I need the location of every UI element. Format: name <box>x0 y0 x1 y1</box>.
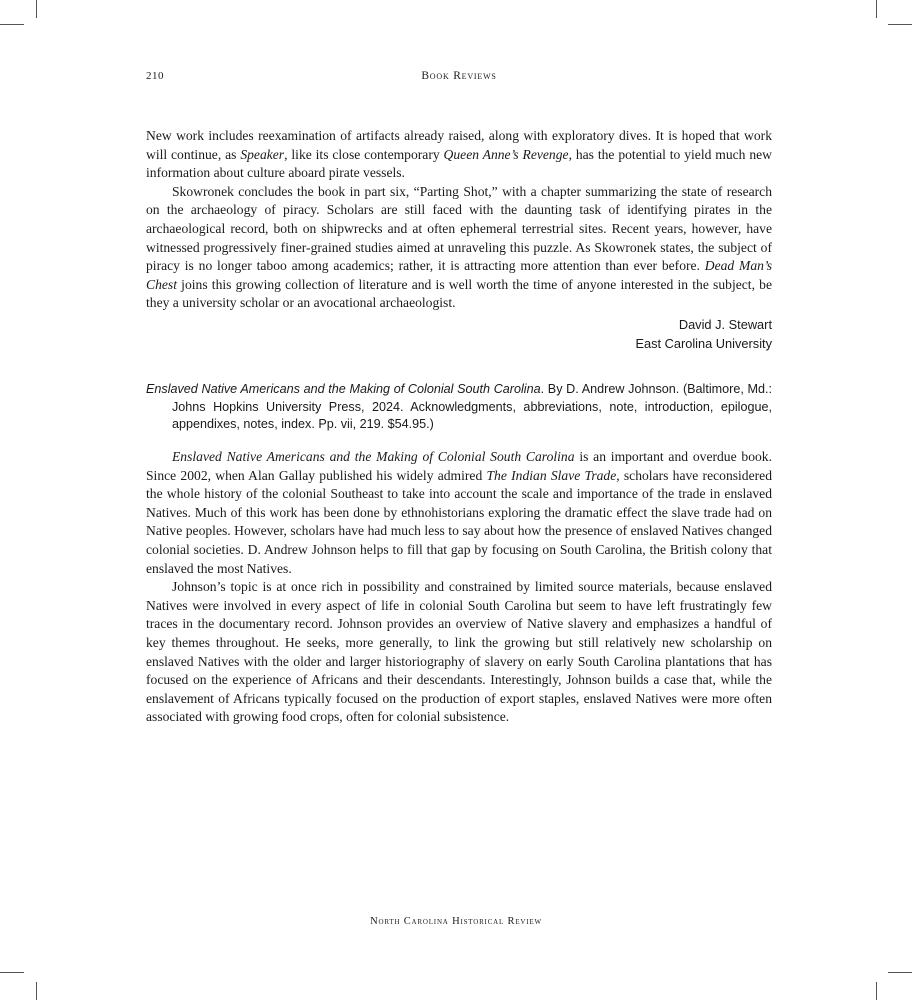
text-run: New work includes reexamination of artifacts already raised, along with exploratory dives. It is hoped that work will continue, as <box>146 128 772 162</box>
text-run: is an important and overdue book. Since 2002, when Alan Gallay published his widely admired <box>146 449 773 483</box>
italic-text: Queen Anne’s Revenge <box>443 146 569 162</box>
italic-text: Dead Man’s Chest <box>146 258 772 292</box>
crop-mark <box>876 0 877 18</box>
journal-footer: North Carolina Historical Review <box>370 916 542 927</box>
review-2 <box>146 448 772 727</box>
reviewer-signature <box>146 315 772 353</box>
crop-mark <box>36 0 37 18</box>
reviewer-name: David J. Stewart <box>678 316 772 332</box>
paragraph <box>146 578 772 727</box>
italic-text: Enslaved Native Americans and the Making of Colonial South Carolina <box>172 449 575 465</box>
text-run: Skowronek concludes the book in part six, “Parting Shot,” with a chapter summarizing the state of research on the archaeology of piracy. Scholars are still faced with the daunting task of identifying pirates in the archaeological record, both on shipwrecks and at often ephemeral terrestrial sites. Recent years, however, have witnessed progressively finer-grained studies aimed at unraveling this puzzle. As Skowronek states, the subject of piracy is no longer taboo among academics; rather, it is attracting more attention than ever before. <box>146 183 772 274</box>
page-header <box>146 70 772 90</box>
paragraph <box>146 127 772 183</box>
crop-mark <box>876 982 877 1000</box>
page-body <box>146 127 772 727</box>
paragraph <box>146 183 772 313</box>
text-run: , like its close contemporary <box>284 146 444 162</box>
italic-text: Speaker <box>240 146 285 162</box>
book-citation <box>146 381 772 434</box>
crop-mark <box>36 982 37 1000</box>
reviewer-affiliation: East Carolina University <box>635 335 772 351</box>
text-run: Johnson’s topic is at once rich in possibility and constrained by limited source materials, because enslaved Natives were involved in every aspect of life in colonial South Carolina but seem to have left frustratingly few traces in the documentary record. Johnson provides an overview of Native slavery and emphasizes a handful of key themes throughout. He seeks, more generally, to link the growing but still relatively new scholarship on enslaved Natives with the older and larger historiography of slavery on early South Carolina plantations that has focused on the experience of Africans and their descendants. Interestingly, Johnson builds a case that, while the enslavement of Africans typically focused on the production of export staples, enslaved Natives were more often associated with growing food crops, often for colonial subsistence. <box>146 579 772 725</box>
crop-mark <box>0 972 24 973</box>
crop-mark <box>888 24 912 25</box>
text-run: , scholars have reconsidered the whole history of the colonial Southeast to take into account the scale and importance of the trade in enslaved Natives. Much of this work has been done by ethnohistorians exploring the dramatic effect the slave trade had on Native peoples. However, scholars have had much less to say about how the presence of enslaved Natives changed colonial societies. D. Andrew Johnson helps to fill that gap by focusing on South Carolina, the British colony that enslaved the most Natives. <box>146 467 772 576</box>
text-run: , has the potential to yield much new information about culture aboard pirate vessels. <box>146 146 772 181</box>
paragraph <box>146 448 772 578</box>
running-title: Book Reviews <box>421 70 497 82</box>
text-run: joins this growing collection of literature and is well worth the time of anyone interested in the subject, be they a university scholar or an avocational archaeologist. <box>146 276 772 311</box>
page-number: 210 <box>146 70 164 82</box>
book-title: Enslaved Native Americans and the Making of Colonial South Carolina <box>146 381 541 396</box>
review-1 <box>146 127 772 353</box>
crop-mark <box>0 24 24 25</box>
book-details: . By D. Andrew Johnson. (Baltimore, Md.: Johns Hopkins University Press, 2024. Acknowledgments, abbreviations, note, introduction, epilogue, appendixes, notes, index. Pp. vii, 219. $54.95.) <box>172 381 773 432</box>
crop-mark <box>888 972 912 973</box>
italic-text: The Indian Slave Trade <box>486 467 617 483</box>
